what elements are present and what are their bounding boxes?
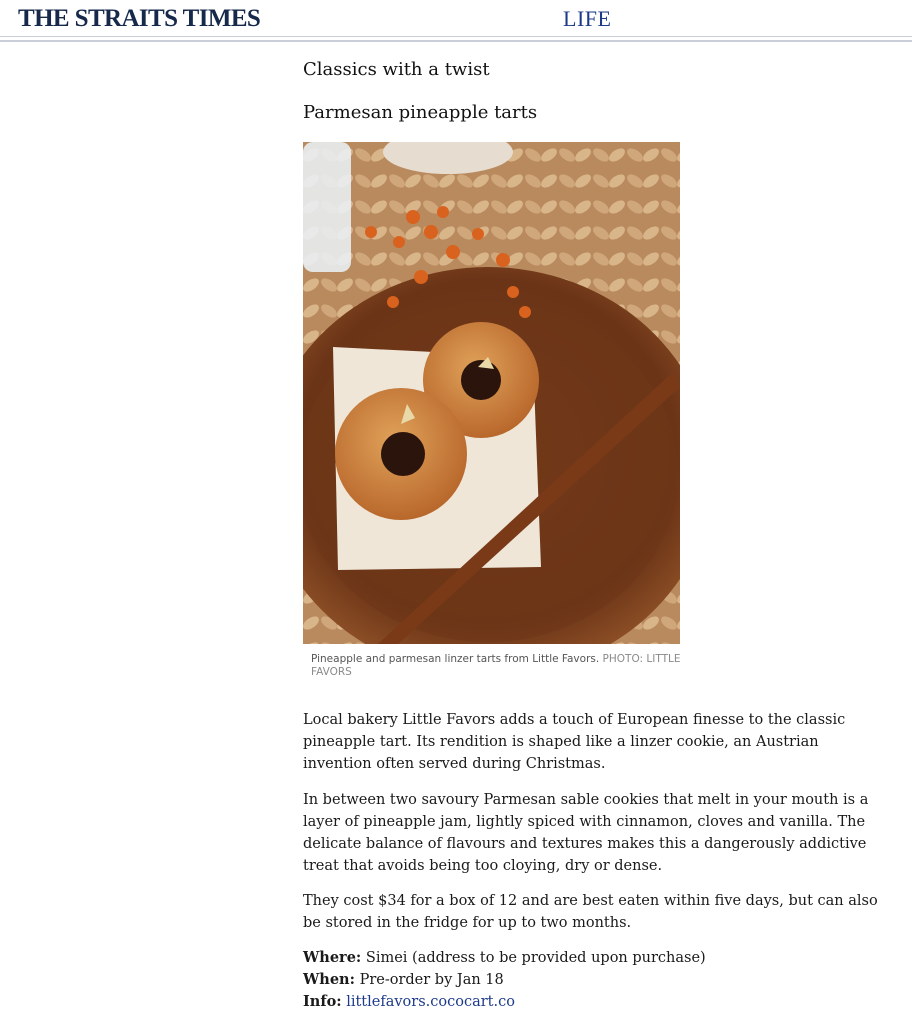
when-label: When: <box>303 971 355 988</box>
info-label: Info: <box>303 993 342 1010</box>
body-paragraph: In between two savoury Parmesan sable cookies that melt in your mouth is a layer of pineapple jam, lightly spiced with cinnamon, cloves and vanilla. The delicate balance of flavours and textures makes this a dangerously addictive treat that avoids being too cloying, dry or dense. <box>303 792 869 874</box>
when-value: Pre-order by Jan 18 <box>359 972 504 988</box>
photo-caption <box>311 653 686 679</box>
caption-text: Pineapple and parmesan linzer tarts from Little Favors. <box>311 653 600 665</box>
masthead-divider <box>0 40 912 42</box>
where-label: Where: <box>303 949 362 966</box>
where-line <box>303 947 706 969</box>
when-line <box>303 969 504 991</box>
info-link[interactable]: littlefavors.cococart.co <box>346 994 515 1010</box>
section-heading: Classics with a twist <box>303 59 490 80</box>
body-paragraph: They cost $34 for a box of 12 and are best eaten within five days, but can also be stored in the fridge for up to two months. <box>303 893 878 931</box>
article-photo[interactable] <box>303 142 680 644</box>
item-heading: Parmesan pineapple tarts <box>303 102 538 123</box>
section-label[interactable]: LIFE <box>563 6 612 31</box>
info-line <box>303 991 515 1013</box>
masthead-divider <box>0 36 912 37</box>
body-paragraph: Local bakery Little Favors adds a touch of European finesse to the classic pineapple tart. Its rendition is shaped like a linzer cookie, an Austrian invention often served during Christmas. <box>303 712 846 772</box>
tarts-photo-illustration <box>303 142 680 644</box>
site-logo[interactable]: THE STRAITS TIMES <box>18 5 261 32</box>
where-value: Simei (address to be provided upon purchase) <box>365 950 706 966</box>
masthead <box>0 0 912 44</box>
photo-credit: PHOTO: LITTLE FAVORS <box>311 653 681 678</box>
